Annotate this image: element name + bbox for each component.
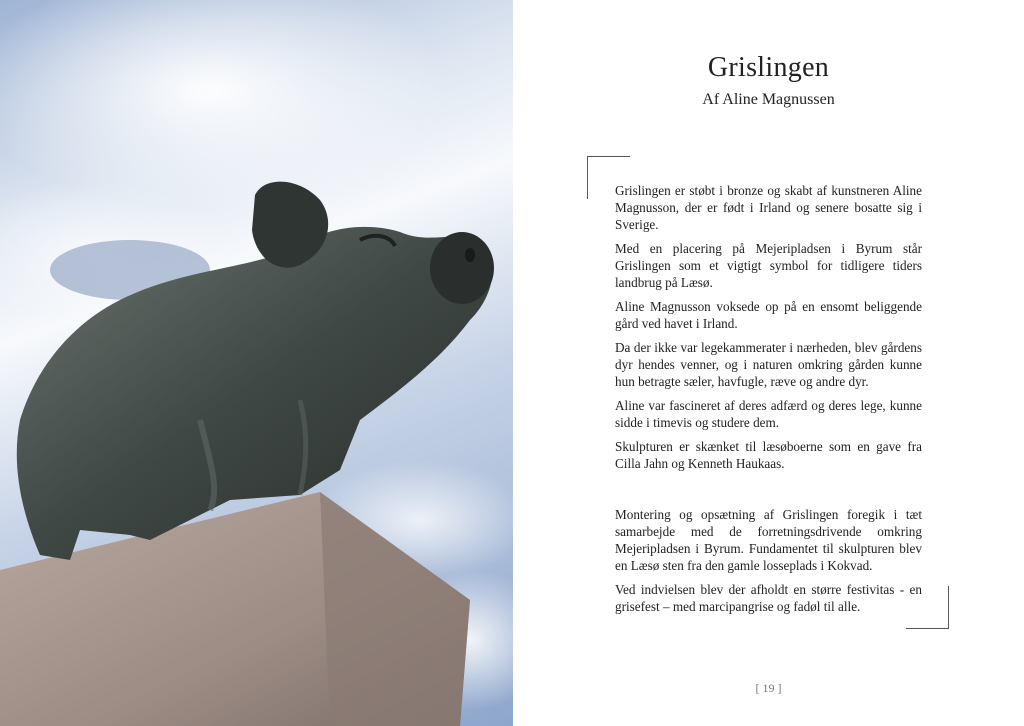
text-page: [513, 0, 1024, 726]
paragraph: Ved indvielsen blev der afholdt en større festivitas - en grisefest – med marcipangrise og fadøl til alle.: [615, 582, 922, 614]
paragraph: Aline Magnusson voksede op på en ensomt beliggende gård ved havet i Irland.: [615, 299, 922, 331]
pig-snout: [430, 232, 494, 304]
section-gap: [615, 479, 922, 506]
paragraph: Med en placering på Mejeripladsen i Byrum står Grislingen som et vigtigt symbol for tidligere tiders landbrug på Læsø.: [615, 241, 922, 290]
paragraph: Montering og opsætning af Grislingen foregik i tæt samarbejde med de forretningsdrivende omkring Mejeripladsen i Byrum. Fundamentet til skulpturen blev en Læsø sten fra den gamle losseplads i Kokvad.: [615, 507, 922, 573]
page-subtitle: Af Aline Magnussen: [702, 91, 835, 108]
page-title: Grislingen: [707, 52, 830, 83]
paragraph: Da der ikke var legekammerater i nærheden, blev gårdens dyr hendes venner, og i naturen omkring gården kunne hun betragte sæler, havfugle, ræve og andre dyr.: [615, 340, 922, 389]
article-body: [615, 182, 922, 622]
cloud: [0, 0, 450, 210]
paragraph: Grislingen er støbt i bronze og skabt af kunstneren Aline Magnusson, der er født i Irland og senere bosatte sig i Sverige.: [615, 183, 922, 232]
paragraph: Aline var fascineret af deres adfærd og deres lege, kunne sidde i timevis og studere dem.: [615, 398, 922, 430]
page-number: [ 19 ]: [755, 681, 782, 695]
paragraph: Skulpturen er skænket til læsøboerne som en gave fra Cilla Jahn og Kenneth Haukaas.: [615, 439, 922, 471]
